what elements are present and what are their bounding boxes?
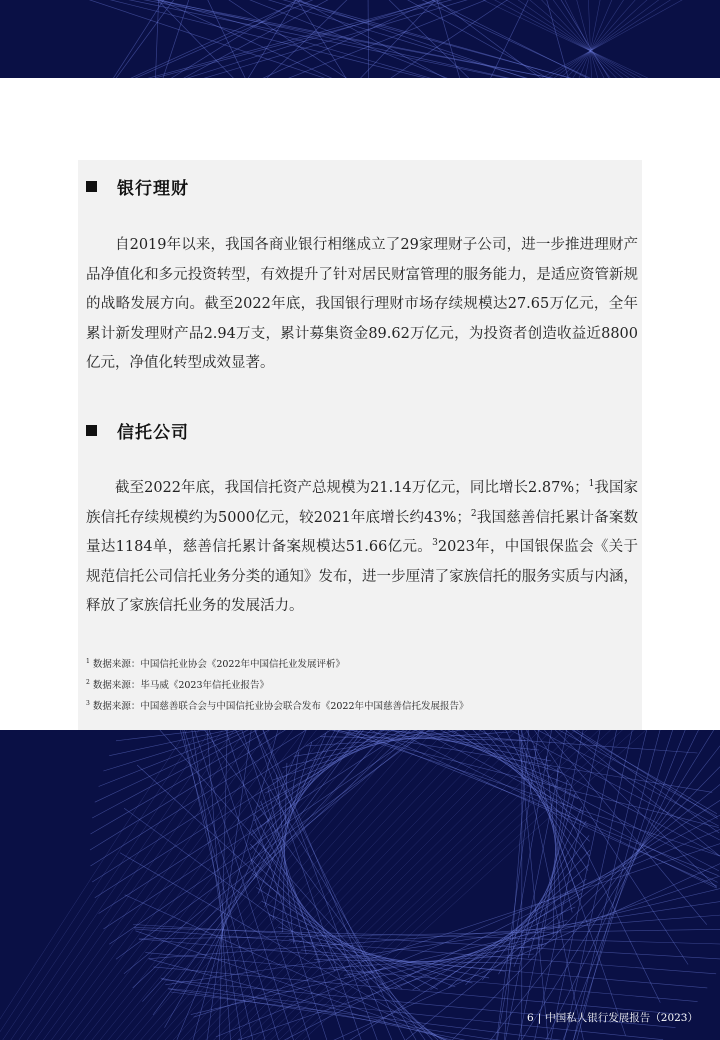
decorative-line <box>219 730 230 1040</box>
footnote-mark: 3 <box>86 700 90 707</box>
decorative-line <box>165 730 720 856</box>
decorative-line <box>231 730 430 1040</box>
decorative-line <box>565 0 630 78</box>
footnote-mark: 1 <box>86 658 90 665</box>
decorative-line <box>92 730 368 1040</box>
decorative-line <box>583 0 602 78</box>
decorative-line <box>258 733 326 893</box>
report-title: 中国私人银行发展报告（2023） <box>545 1012 698 1024</box>
decorative-line <box>283 763 287 932</box>
footnotes <box>86 651 638 714</box>
decorative-line <box>520 0 700 78</box>
decorative-line <box>190 730 310 1040</box>
decorative-line <box>259 0 511 78</box>
decorative-line <box>137 0 358 78</box>
footnote-text: 数据来源：中国慈善联合会与中国信托业协会联合发布《2022年中国慈善信托发展报告》 <box>92 701 469 713</box>
footer-line-art <box>0 730 720 1040</box>
trust-text-4: 2023年，中国银保监会《关于规范信托公司信托业务分类的通知》发布，进一步厘清了家族信托的服务实质与内涵，释放了家族信托业务的发展活力。 <box>86 539 638 614</box>
decorative-line <box>116 730 404 1040</box>
decorative-line <box>104 0 613 78</box>
page-number: 6 <box>527 1012 534 1024</box>
section-heading-bank-wealth <box>86 174 189 199</box>
header-decorative-band <box>0 0 720 78</box>
section-heading-trust-companies <box>86 418 189 443</box>
decorative-line <box>379 0 481 78</box>
decorative-line <box>100 730 380 1040</box>
decorative-line <box>176 730 300 1040</box>
decorative-line <box>133 730 535 988</box>
section-heading-text: 银行理财 <box>117 179 189 199</box>
decorative-line <box>148 730 452 1040</box>
footnote-text: 数据来源：中国信托业协会《2022年中国信托业发展评析》 <box>92 659 346 671</box>
decorative-line <box>466 850 591 985</box>
decorative-line <box>225 0 477 78</box>
decorative-line <box>126 0 471 78</box>
footer-decorative-band <box>0 730 720 1040</box>
section-heading-text: 信托公司 <box>117 423 189 443</box>
decorative-line <box>485 730 716 1040</box>
trust-text-2: 我国家族信托存续规模约为5000亿元，较2021年底增长约43%； <box>86 480 638 526</box>
decorative-line <box>52 730 308 1040</box>
decorative-line <box>291 0 353 78</box>
decorative-line <box>104 0 478 78</box>
decorative-line <box>556 0 644 78</box>
decorative-line <box>236 730 584 1040</box>
decorative-line <box>191 882 720 1015</box>
decorative-line <box>107 0 181 78</box>
decorative-line <box>300 730 717 817</box>
decorative-line <box>402 730 578 799</box>
footnote-3 <box>86 693 638 714</box>
decorative-line <box>99 730 553 914</box>
square-bullet-icon <box>86 425 97 436</box>
decorative-line <box>108 730 392 1040</box>
decorative-line <box>368 0 369 78</box>
square-bullet-icon <box>86 181 97 192</box>
footnote-ref-1: 1 <box>588 479 595 490</box>
decorative-line <box>90 730 493 850</box>
decorative-line <box>124 730 416 1040</box>
decorative-line <box>68 730 332 1040</box>
decorative-line <box>220 730 448 1040</box>
decorative-line <box>106 0 170 78</box>
footnote-ref-2: 2 <box>470 508 477 519</box>
decorative-line <box>241 0 302 78</box>
decorative-line <box>420 730 584 813</box>
trust-text-3: 我国慈善信托累计备案数量达1184单，慈善信托累计备案规模达51.66亿元。 <box>86 509 639 555</box>
footnote-1 <box>86 651 638 672</box>
decorative-line <box>546 0 619 78</box>
decorative-line <box>494 730 590 1040</box>
decorative-line <box>116 730 641 741</box>
decorative-line <box>153 730 719 828</box>
decorative-line <box>490 0 655 78</box>
decorative-line <box>338 771 720 1040</box>
decorative-line <box>544 0 572 78</box>
decorative-line <box>413 893 582 990</box>
footer-separator: | <box>537 1012 542 1024</box>
footnote-ref-3: 3 <box>432 538 438 549</box>
decorative-line <box>12 730 248 1040</box>
page-footer <box>527 1010 698 1025</box>
decorative-line <box>566 730 663 1040</box>
bank-wealth-paragraph: 自2019年以来，我国各商业银行相继成立了29家理财子公司，进一步推进理财产品净值化和多元投资转型，有效提升了针对居民财富管理的服务能力，是适应资管新规的战略发展方向。截至2022年底，我国银行理财市场存续规模达27.65万亿元，全年累计新发理财产品2.94万支，累计募集资金89.62万亿元，为投资者创造收益近8800亿元，净值化转型成效显著。 <box>86 237 638 371</box>
footnote-2 <box>86 672 638 693</box>
footnote-text: 数据来源：毕马威《2023年信托业报告》 <box>92 680 270 692</box>
trust-paragraph <box>86 474 638 622</box>
decorative-line <box>284 730 656 1040</box>
trust-text-1: 截至2022年底，我国信托资产总规模为21.14万亿元，同比增长2.87%； <box>115 480 589 496</box>
header-line-art <box>0 0 720 78</box>
decorative-line <box>289 939 489 978</box>
decorative-line <box>250 844 367 983</box>
decorative-line <box>412 0 611 78</box>
decorative-line <box>92 730 520 882</box>
decorative-line <box>4 730 236 1040</box>
decorative-line <box>0 730 212 1040</box>
decorative-line <box>588 0 592 78</box>
decorative-line <box>60 0 360 78</box>
footnote-mark: 2 <box>86 679 90 686</box>
